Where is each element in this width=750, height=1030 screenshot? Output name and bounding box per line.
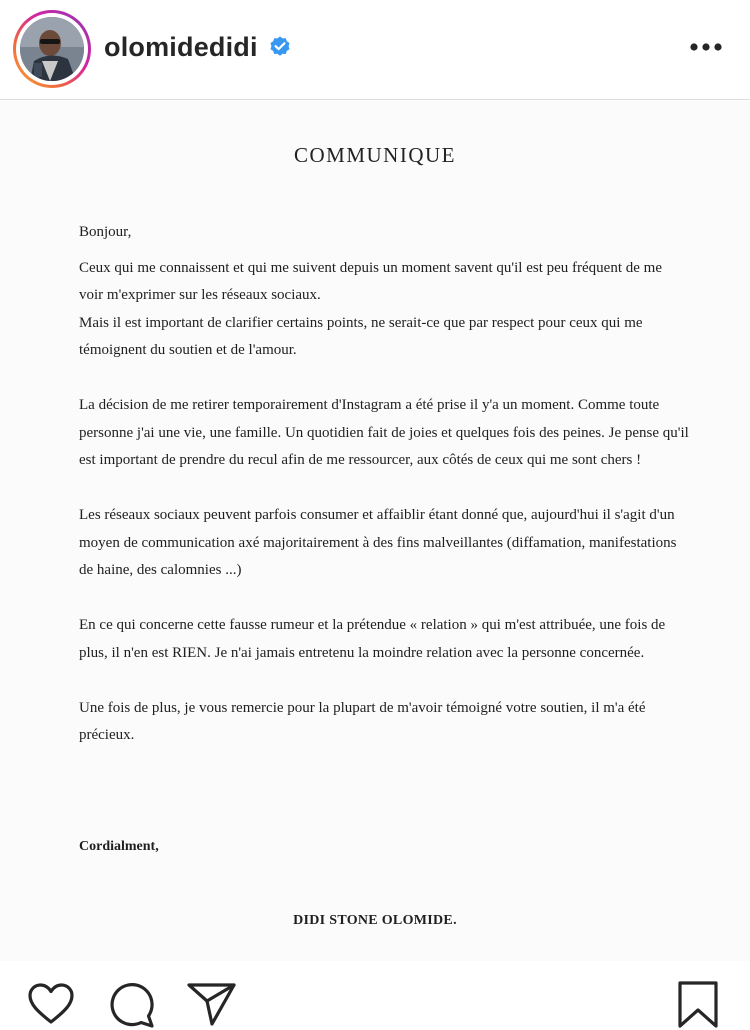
paragraph-2: Mais il est important de clarifier certains points, ne serait-ce que par respect pour ceux qui me témoignent du soutien et de l'amour. <box>79 314 643 358</box>
more-options-icon[interactable] <box>686 34 726 60</box>
comment-icon[interactable] <box>108 982 156 1028</box>
paragraph-5: En ce qui concerne cette fausse rumeur et la prétendue « relation » qui m'est attribuée, une fois de plus, il n'en est RIEN. Je n'ai jamais entretenu la moindre relation avec la personne concernée. <box>79 617 666 661</box>
paragraph-1: Ceux qui me connaissent et qui me suivent depuis un moment savent qu'il est peu fréquent de me voir m'exprimer sur les réseaux sociaux. <box>79 259 662 303</box>
document-title: COMMUNIQUE <box>294 143 456 167</box>
greeting: Bonjour, <box>79 224 132 240</box>
paragraph-4: Les réseaux sociaux peuvent parfois consumer et affaiblir étant donné que, aujourd'hui il s'agit d'un moyen de communication axé majoritairement à des fins malveillantes (diffamation, manifestations de haine, des calomnies ...) <box>79 507 677 578</box>
avatar-photo <box>20 17 84 81</box>
paragraph-6: Une fois de plus, je vous remercie pour la plupart de m'avoir témoigné votre soutien, il m'a été précieux. <box>79 699 646 743</box>
username[interactable]: olomidedidi <box>104 32 258 62</box>
bookmark-icon[interactable] <box>676 980 720 1030</box>
share-icon[interactable] <box>186 981 238 1027</box>
post-header <box>0 0 750 100</box>
paragraph-3: La décision de me retirer temporairement d'Instagram a été prise il y'a un moment. Comme toute personne j'ai une vie, une famille. Un quotidien fait de joies et quelques fois des peines. Je pense qu'il est important de prendre du recul afin de me ressourcer, aux côtés de ceux qui me sont chers ! <box>79 397 689 468</box>
document-body <box>79 219 689 750</box>
action-bar <box>0 961 750 1030</box>
story-ring[interactable] <box>13 10 91 88</box>
signature: DIDI STONE OLOMIDE. <box>293 913 457 928</box>
avatar[interactable] <box>20 17 84 81</box>
avatar-border <box>16 13 88 85</box>
post-image[interactable] <box>0 101 750 961</box>
closing: Cordialment, <box>79 839 159 854</box>
heart-icon[interactable] <box>27 982 75 1026</box>
verified-badge-icon <box>268 35 292 59</box>
